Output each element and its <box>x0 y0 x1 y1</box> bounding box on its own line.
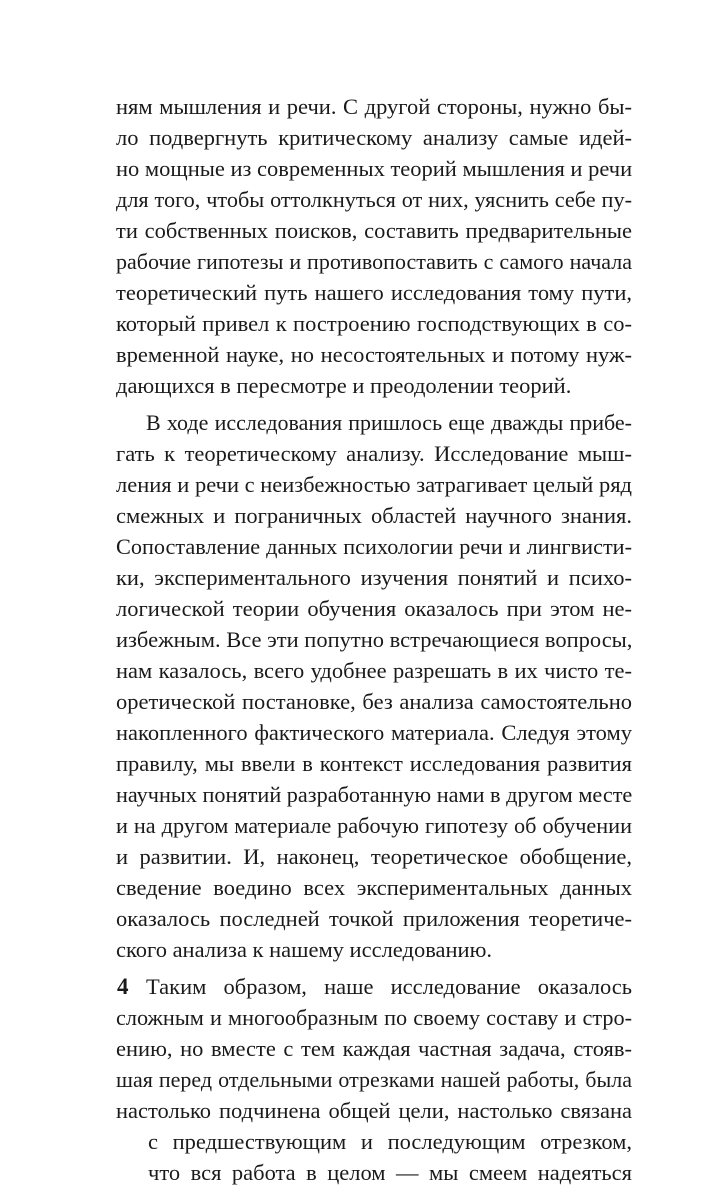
text-line: гать к теоретическому анализу. Исследование мыш- <box>116 441 632 466</box>
text-line: логической теории обучения оказалось при этом не- <box>116 596 632 621</box>
text-line: что вся работа в целом — мы смеем надеяться <box>148 1160 632 1185</box>
text-line: временной науке, но несостоятельных и потому нуж- <box>116 342 632 367</box>
text-line: рабочие гипотезы и противопоставить с самого начала <box>116 249 632 274</box>
text-line: настолько подчинена общей цели, настолько связана <box>116 1098 632 1123</box>
text-line: теоретический путь нашего исследования тому пути, <box>116 280 632 305</box>
text-line: В ходе исследования пришлось еще дважды прибе- <box>146 410 632 435</box>
text-line: научных понятий разработанную нами в другом месте <box>116 782 633 807</box>
text-line: и на другом материале рабочую гипотезу об обучении <box>116 813 632 838</box>
paragraph-3 <box>116 971 632 1188</box>
text-line: нам казалось, всего удобнее разрешать в их чисто те- <box>116 658 632 683</box>
text-line: но мощные из современных теорий мышления и речи <box>116 156 633 181</box>
text-line: для того, чтобы оттолкнуться от них, уяснить себе пу- <box>116 187 632 212</box>
text-line: с предшествующим и последующим отрезком, <box>148 1129 632 1154</box>
paragraph-2 <box>116 407 632 965</box>
text-line: шая перед отдельными отрезками нашей работы, была <box>116 1067 632 1092</box>
text-line: Таким образом, наше исследование оказалось <box>146 974 632 999</box>
text-line: дающихся в пересмотре и преодолении теорий. <box>116 373 572 398</box>
text-line: и развитии. И, наконец, теоретическое обобщение, <box>116 844 632 869</box>
text-line: ского анализа к нашему исследованию. <box>116 937 493 962</box>
text-line: который привел к построению господствующих в со- <box>116 311 632 336</box>
text-line: избежным. Все эти попутно встречающиеся вопросы, <box>116 627 633 652</box>
text-line: ти собственных поисков, составить предварительные <box>116 218 632 243</box>
text-line: правилу, мы ввели в контекст исследования развития <box>116 751 632 776</box>
text-line: ления и речи с неизбежностью затрагивает целый ряд <box>116 472 632 497</box>
text-line: ки, экспериментального изучения понятий и психо- <box>116 565 632 590</box>
body-text <box>116 91 632 1188</box>
text-line: смежных и пограничных областей научного знания. <box>116 503 632 528</box>
text-line: ло подвергнуть критическому анализу самые идей- <box>116 125 632 150</box>
text-line: ению, но вместе с тем каждая частная задача, стояв- <box>116 1036 632 1061</box>
text-line: сведение воедино всех экспериментальных данных <box>116 875 632 900</box>
text-line: оказалось последней точкой приложения теоретиче- <box>116 906 632 931</box>
page-number: 4 <box>117 974 129 999</box>
text-line: сложным и многообразным по своему составу и стро- <box>116 1005 632 1030</box>
paragraph-1 <box>116 91 632 401</box>
text-line: Сопоставление данных психологии речи и лингвисти- <box>116 534 632 559</box>
text-line: ням мышления и речи. С другой стороны, нужно бы- <box>116 94 632 119</box>
text-line: оретической постановке, без анализа самостоятельно <box>116 689 632 714</box>
text-line: накопленного фактического материала. Следуя этому <box>116 720 632 745</box>
